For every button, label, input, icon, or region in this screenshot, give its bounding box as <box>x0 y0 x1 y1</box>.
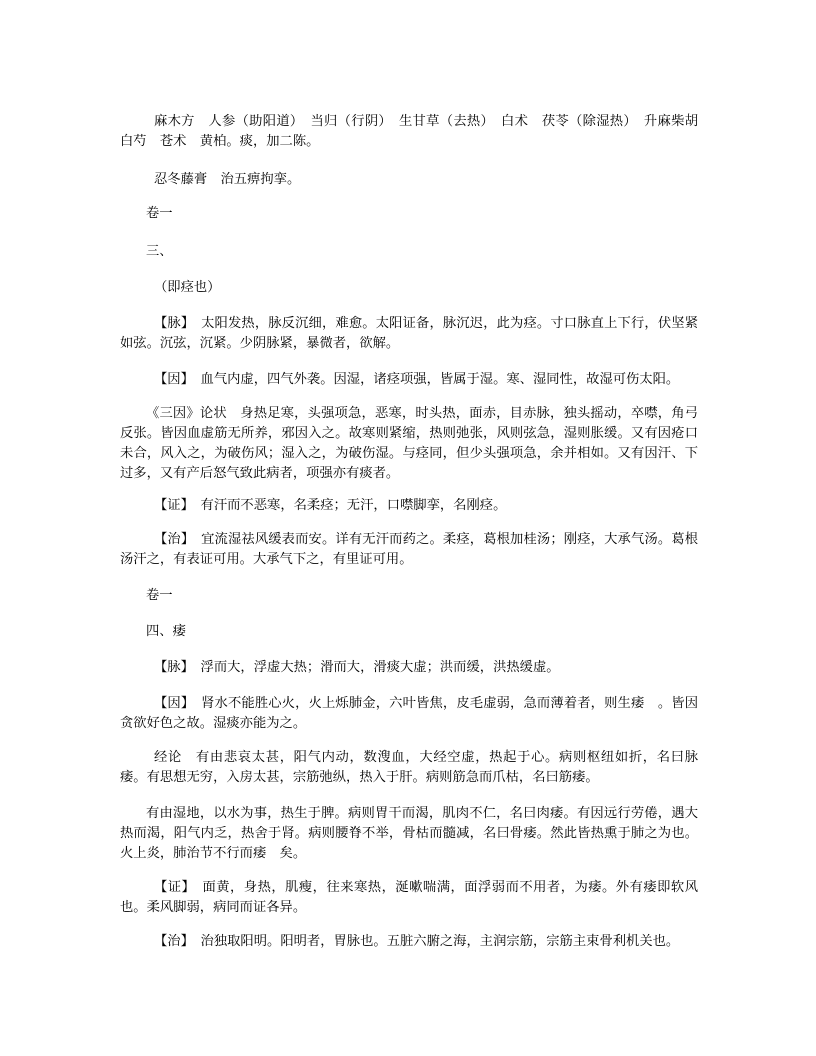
paragraph-treatment-jing: 【治】 宜流湿祛风缓表而安。详有无汗而药之。柔痉，葛根加桂汤；刚痉，大承气汤。葛根汤汗之，有表证可用。大承气下之，有里证可用。 <box>120 532 698 567</box>
paragraph-classic-discussion: 经论 有由悲哀太甚，阳气内动，数溲血，大经空虚，热起于心。病则枢纽如折，名曰脉痿。有思想无穷，入房太甚，宗筋弛纵，热入于肝。病则筋急而爪枯，名曰筋痿。 <box>120 750 698 785</box>
paragraph-pulse-jing: 【脉】 太阳发热，脉反沉细，难愈。太阳证备，脉沉迟，此为痉。寸口脉直上下行，伏坚紧如弦。沉弦，沉紧。少阴脉紧，暴微者，欲解。 <box>120 316 698 351</box>
paragraph-damp-discussion: 有由湿地，以水为事，热生于脾。病则胃干而渴，肌肉不仁，名曰肉痿。有因远行劳倦，遇大热而渴，阳气内乏，热舍于肾。病则腰脊不举，骨枯而髓减，名曰骨痿。然此皆热熏于肺之为也。火上炎，肺治节不行而痿 矣。 <box>120 806 698 861</box>
paragraph-sanyin-discussion: 《三因》论状 身热足寒，头强项急，恶寒，时头热，面赤，目赤脉，独头摇动，卒噤，角弓反张。皆因血虚筋无所养，邪因入之。故寒则紧缩，热则弛张，风则弦急，湿则胀缓。又有因疮口未合，风入之，为破伤风；湿入之，为破伤湿。与痉同，但少头强项急，余并相如。又有因汗、下过多，又有产后怒气致此病者，项强亦有痰者。 <box>120 406 698 481</box>
paragraph-symptom-wei: 【证】 面黄，身热，肌瘦，往来寒热，涎嗽喘满，面浮弱而不用者，为痿。外有痿即软风也。柔风脚弱，病同而证各异。 <box>120 880 698 915</box>
paragraph-treatment-wei: 【治】 治独取阳明。阳明者，胃脉也。五脏六腑之海，主润宗筋，宗筋主束骨利机关也。 <box>154 934 680 949</box>
paragraph-cause-jing: 【因】 血气内虚，四气外袭。因湿，诸痉项强，皆属于湿。寒、湿同性，故湿可伤太阳。 <box>154 372 680 387</box>
volume-heading-1: 卷一 <box>146 206 173 221</box>
section-subtitle: （即痉也） <box>154 280 221 295</box>
section-heading-3: 三、 <box>146 244 173 259</box>
paragraph-mamu-formula: 麻木方 人参（助阳道） 当归（行阴） 生甘草（去热） 白术 茯苓（除湿热） 升麻柴胡 白芍 苍术 黄柏。痰，加二陈。 <box>120 114 712 149</box>
section-heading-4: 四、痿 <box>146 624 186 639</box>
volume-heading-2: 卷一 <box>146 588 173 603</box>
paragraph-symptom-jing: 【证】 有汗而不恶寒，名柔痉；无汗，口噤脚挛，名刚痉。 <box>154 498 507 513</box>
paragraph-pulse-wei: 【脉】 浮而大，浮虚大热；滑而大，滑痰大虚；洪而缓，洪热缓虚。 <box>154 660 560 675</box>
paragraph-cause-wei: 【因】 肾水不能胜心火，火上烁肺金，六叶皆焦，皮毛虚弱，急而薄着者，则生痿 。皆因贪欲好色之故。湿痰亦能为之。 <box>120 696 698 731</box>
paragraph-rendong-paste: 忍冬藤膏 治五痹拘挛。 <box>154 172 301 187</box>
